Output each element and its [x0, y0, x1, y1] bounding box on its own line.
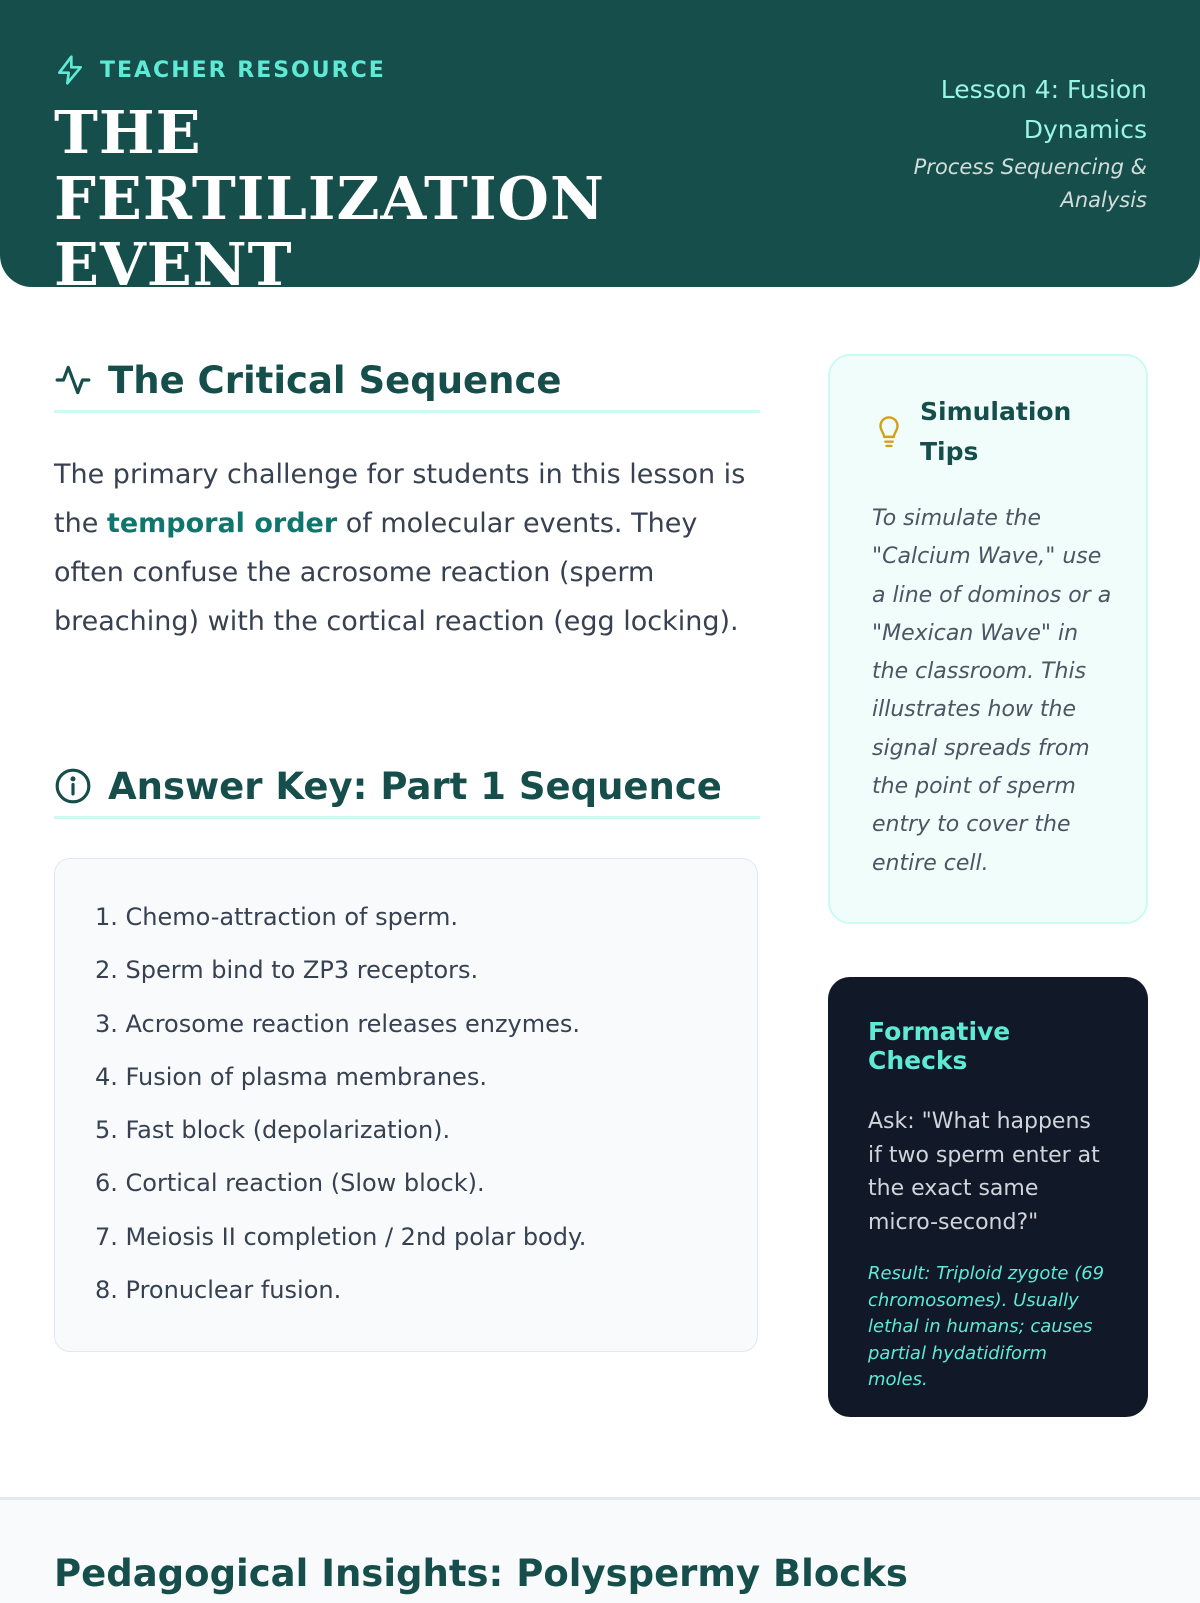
- answer-key-heading: [54, 756, 760, 819]
- tips-header: [874, 392, 1090, 472]
- answer-key-box: [54, 858, 758, 1352]
- list-item: 6. Cortical reaction (Slow block).: [95, 1169, 485, 1198]
- list-item: 4. Fusion of plasma membranes.: [95, 1062, 487, 1091]
- checks-question: Ask: "What happens if two sperm enter at the exact same micro-second?": [868, 1109, 1100, 1235]
- lightbulb-icon: [874, 415, 904, 449]
- list-item: 1. Chemo-attraction of sperm.: [95, 903, 459, 931]
- answer-key-list: [95, 891, 757, 1317]
- intro-paragraph: [54, 450, 754, 646]
- activity-icon: [54, 361, 92, 399]
- eyebrow-label: TEACHER RESOURCE: [100, 57, 386, 83]
- list-item: 7. Meiosis II completion / 2nd polar body.: [95, 1222, 587, 1251]
- list-item: 2. Sperm bind to ZP3 receptors.: [95, 956, 479, 985]
- critical-sequence-title: The Critical Sequence: [108, 358, 562, 402]
- list-item: 3. Acrosome reaction releases enzymes.: [95, 1009, 581, 1038]
- footer-heading: Pedagogical Insights: Polyspermy Blocks: [54, 1552, 908, 1595]
- simulation-tips-card: [828, 354, 1148, 924]
- list-item: 8. Pronuclear fusion.: [95, 1276, 342, 1305]
- formative-checks-card: [828, 977, 1148, 1417]
- page-title: THE FERTILIZATION EVENT: [54, 98, 605, 299]
- list-item: 5. Fast block (depolarization).: [95, 1116, 451, 1145]
- tips-title: Simulation Tips: [920, 397, 1072, 466]
- intro-text-after: of molecular events. They often confuse the acrosome reaction (sperm breaching) with the cortical reaction (egg locking).: [54, 508, 739, 637]
- intro-highlight: temporal order: [106, 508, 338, 539]
- intro-text-before: The primary challenge for students in this lesson is the: [54, 459, 746, 539]
- critical-sequence-heading: [54, 350, 760, 413]
- eyebrow: [54, 54, 386, 86]
- info-icon: [54, 767, 92, 805]
- checks-title: Formative Checks: [868, 1017, 1011, 1075]
- lightning-icon: [54, 54, 86, 86]
- checks-result: Result: Triploid zygote (69 chromosomes). Usually lethal in humans; causes partial hydatidiform moles.: [868, 1263, 1105, 1390]
- lesson-subtitle: Process Sequencing & Analysis: [913, 155, 1147, 212]
- answer-key-title: Answer Key: Part 1 Sequence: [108, 764, 722, 808]
- footer-section: [0, 1497, 1200, 1603]
- tips-body: To simulate the "Calcium Wave," use a line of dominos or a "Mexican Wave" in the classroom. This illustrates how the signal spreads from the point of sperm entry to cover the entire cell.: [872, 506, 1112, 876]
- header-banner: [0, 0, 1200, 299]
- lesson-label: Lesson 4: Fusion Dynamics: [940, 75, 1147, 144]
